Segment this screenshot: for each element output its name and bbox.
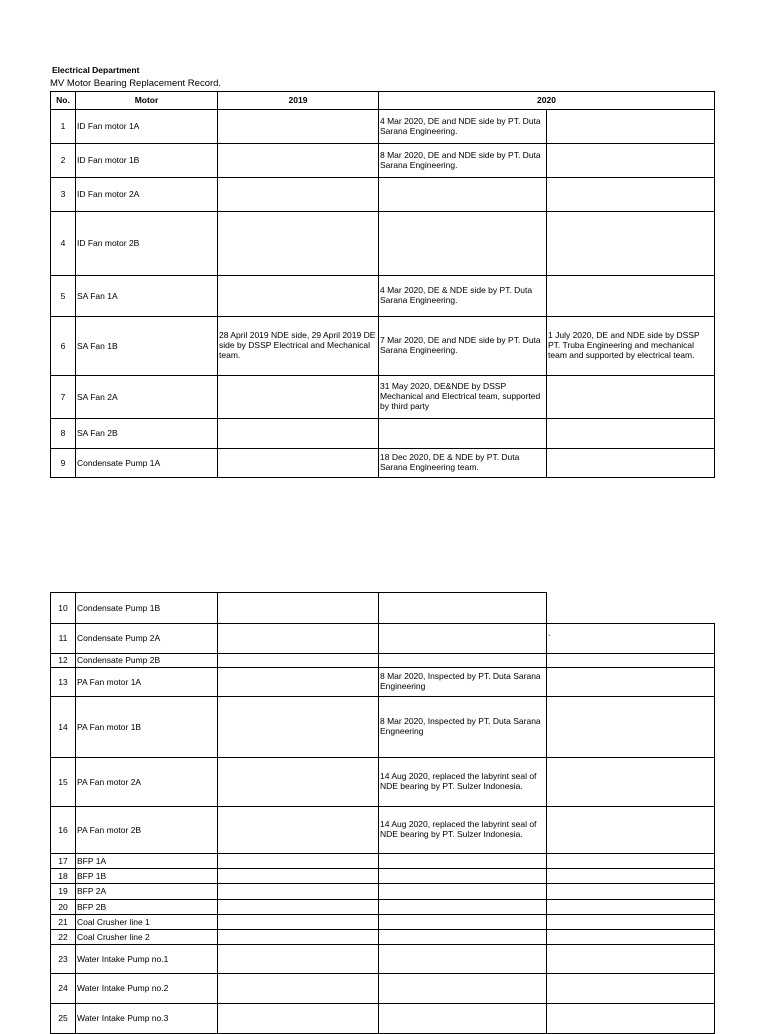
motor-name-cell: Water Intake Pump no.3 xyxy=(76,1004,218,1034)
row-number-cell: 18 xyxy=(51,869,76,884)
year-2020-cell xyxy=(379,178,547,212)
year-2020-extra-cell xyxy=(547,758,715,807)
year-2020-cell xyxy=(379,900,547,915)
table-row xyxy=(51,449,715,478)
year-2020-cell xyxy=(379,869,547,884)
table-row xyxy=(51,178,715,212)
motor-name-cell: Condensate Pump 1A xyxy=(76,449,218,478)
row-number-cell: 9 xyxy=(51,449,76,478)
year-2020-cell xyxy=(379,945,547,974)
table-row xyxy=(51,900,715,915)
motor-name-cell: SA Fan 2A xyxy=(76,376,218,419)
table-row xyxy=(51,110,715,144)
year-2020-extra-cell xyxy=(547,1004,715,1034)
row-number-cell: 2 xyxy=(51,144,76,178)
header-no: No. xyxy=(51,92,76,110)
row-number-cell: 7 xyxy=(51,376,76,419)
year-2020-extra-cell xyxy=(547,697,715,758)
table-row xyxy=(51,945,715,974)
row-number-cell: 5 xyxy=(51,276,76,317)
year-2020-cell: 14 Aug 2020, replaced the labyrint seal of NDE bearing by PT. Sulzer Indonesia. xyxy=(379,758,547,807)
year-2020-cell: 4 Mar 2020, DE & NDE side by PT. Duta Sarana Engineering. xyxy=(379,276,547,317)
row-number-cell: 6 xyxy=(51,317,76,376)
row-number-cell: 16 xyxy=(51,807,76,854)
table-row xyxy=(51,915,715,930)
year-2020-cell: 14 Aug 2020, replaced the labyrint seal of NDE bearing by PT. Sulzer Indonesia. xyxy=(379,807,547,854)
year-2019-cell xyxy=(218,758,379,807)
table-row xyxy=(51,654,715,668)
year-2019-cell xyxy=(218,915,379,930)
table-row xyxy=(51,376,715,419)
motor-name-cell: PA Fan motor 2A xyxy=(76,758,218,807)
motor-name-cell: Condensate Pump 2A xyxy=(76,624,218,654)
year-2020-cell xyxy=(379,593,547,624)
year-2020-extra-cell xyxy=(547,376,715,419)
year-2020-extra-cell xyxy=(547,593,715,624)
year-2020-cell xyxy=(379,930,547,945)
year-2020-cell: 8 Mar 2020, Inspected by PT. Duta Sarana Engneering xyxy=(379,697,547,758)
year-2020-extra-cell xyxy=(547,884,715,900)
table-row xyxy=(51,317,715,376)
year-2020-extra-cell xyxy=(547,930,715,945)
motor-name-cell: BFP 1A xyxy=(76,854,218,869)
motor-name-cell: ID Fan motor 2B xyxy=(76,212,218,276)
motor-name-cell: BFP 1B xyxy=(76,869,218,884)
year-2020-extra-cell xyxy=(547,854,715,869)
year-2019-cell xyxy=(218,624,379,654)
year-2020-extra-cell xyxy=(547,144,715,178)
year-2020-extra-cell xyxy=(547,654,715,668)
year-2020-extra-cell xyxy=(547,974,715,1004)
year-2020-cell xyxy=(379,212,547,276)
year-2020-cell xyxy=(379,654,547,668)
row-number-cell: 4 xyxy=(51,212,76,276)
year-2019-cell xyxy=(218,930,379,945)
motor-name-cell: PA Fan motor 1A xyxy=(76,668,218,697)
row-number-cell: 15 xyxy=(51,758,76,807)
table-row xyxy=(51,930,715,945)
year-2020-cell: 8 Mar 2020, Inspected by PT. Duta Sarana Engineering xyxy=(379,668,547,697)
row-number-cell: 20 xyxy=(51,900,76,915)
year-2020-extra-cell xyxy=(547,945,715,974)
table-row xyxy=(51,276,715,317)
motor-name-cell: SA Fan 2B xyxy=(76,419,218,449)
year-2019-cell xyxy=(218,697,379,758)
year-2019-cell: 28 April 2019 NDE side, 29 April 2019 DE side by DSSP Electrical and Mechanical team. xyxy=(218,317,379,376)
row-number-cell: 17 xyxy=(51,854,76,869)
year-2020-cell xyxy=(379,915,547,930)
motor-name-cell: ID Fan motor 1A xyxy=(76,110,218,144)
table-row xyxy=(51,869,715,884)
year-2019-cell xyxy=(218,178,379,212)
year-2020-extra-cell xyxy=(547,419,715,449)
row-number-cell: 10 xyxy=(51,593,76,624)
row-number-cell: 22 xyxy=(51,930,76,945)
year-2020-extra-cell xyxy=(547,110,715,144)
row-number-cell: 19 xyxy=(51,884,76,900)
row-number-cell: 12 xyxy=(51,654,76,668)
row-number-cell: 3 xyxy=(51,178,76,212)
motor-name-cell: ID Fan motor 1B xyxy=(76,144,218,178)
row-number-cell: 25 xyxy=(51,1004,76,1034)
row-number-cell: 24 xyxy=(51,974,76,1004)
year-2020-cell xyxy=(379,884,547,900)
header-2020: 2020 xyxy=(379,92,715,110)
year-2019-cell xyxy=(218,854,379,869)
year-2020-extra-cell xyxy=(547,807,715,854)
bearing-record-table-part2 xyxy=(50,592,715,1034)
row-number-cell: 11 xyxy=(51,624,76,654)
table-row xyxy=(51,624,715,654)
motor-name-cell: Condensate Pump 2B xyxy=(76,654,218,668)
year-2020-extra-cell: 1 July 2020, DE and NDE side by DSSP PT. Truba Engineering and mechanical team and supported by electrical team. xyxy=(547,317,715,376)
year-2020-extra-cell xyxy=(547,449,715,478)
motor-name-cell: PA Fan motor 1B xyxy=(76,697,218,758)
row-number-cell: 1 xyxy=(51,110,76,144)
motor-name-cell: SA Fan 1A xyxy=(76,276,218,317)
year-2020-extra-cell xyxy=(547,915,715,930)
header-2019: 2019 xyxy=(218,92,379,110)
table-row xyxy=(51,419,715,449)
year-2019-cell xyxy=(218,668,379,697)
motor-name-cell: Coal Crusher line 1 xyxy=(76,915,218,930)
table-row xyxy=(51,807,715,854)
motor-name-cell: ID Fan motor 2A xyxy=(76,178,218,212)
motor-name-cell: PA Fan motor 2B xyxy=(76,807,218,854)
row-number-cell: 21 xyxy=(51,915,76,930)
year-2020-cell: 4 Mar 2020, DE and NDE side by PT. Duta Sarana Engineering. xyxy=(379,110,547,144)
year-2019-cell xyxy=(218,110,379,144)
bearing-record-table-part1 xyxy=(50,91,715,478)
table-row xyxy=(51,758,715,807)
table-body-part2 xyxy=(51,593,715,1034)
motor-name-cell: Coal Crusher line 2 xyxy=(76,930,218,945)
year-2020-cell: 7 Mar 2020, DE and NDE side by PT. Duta Sarana Engineering. xyxy=(379,317,547,376)
year-2019-cell xyxy=(218,144,379,178)
motor-name-cell: BFP 2A xyxy=(76,884,218,900)
year-2020-cell xyxy=(379,1004,547,1034)
year-2019-cell xyxy=(218,593,379,624)
year-2020-cell: 18 Dec 2020, DE & NDE by PT. Duta Sarana Engineering team. xyxy=(379,449,547,478)
year-2020-cell xyxy=(379,624,547,654)
year-2019-cell xyxy=(218,376,379,419)
table-row xyxy=(51,144,715,178)
row-number-cell: 23 xyxy=(51,945,76,974)
year-2019-cell xyxy=(218,807,379,854)
year-2020-extra-cell xyxy=(547,869,715,884)
year-2020-extra-cell xyxy=(547,276,715,317)
row-number-cell: 8 xyxy=(51,419,76,449)
year-2019-cell xyxy=(218,869,379,884)
table-row xyxy=(51,974,715,1004)
table-row xyxy=(51,668,715,697)
motor-name-cell: Water Intake Pump no.2 xyxy=(76,974,218,1004)
year-2019-cell xyxy=(218,654,379,668)
year-2019-cell xyxy=(218,449,379,478)
motor-name-cell: BFP 2B xyxy=(76,900,218,915)
year-2019-cell xyxy=(218,276,379,317)
year-2020-cell xyxy=(379,974,547,1004)
header-motor: Motor xyxy=(76,92,218,110)
year-2019-cell xyxy=(218,419,379,449)
year-2020-extra-cell xyxy=(547,668,715,697)
year-2020-cell: 8 Mar 2020, DE and NDE side by PT. Duta Sarana Engineering. xyxy=(379,144,547,178)
year-2019-cell xyxy=(218,974,379,1004)
motor-name-cell: Water Intake Pump no.1 xyxy=(76,945,218,974)
record-title: MV Motor Bearing Replacement Record. xyxy=(50,78,222,89)
motor-name-cell: Condensate Pump 1B xyxy=(76,593,218,624)
table-row xyxy=(51,854,715,869)
year-2020-cell xyxy=(379,854,547,869)
row-number-cell: 14 xyxy=(51,697,76,758)
table-row xyxy=(51,884,715,900)
table-body-part1 xyxy=(51,110,715,478)
year-2019-cell xyxy=(218,212,379,276)
table-row xyxy=(51,212,715,276)
year-2020-extra-cell xyxy=(547,178,715,212)
table-row xyxy=(51,697,715,758)
table-row xyxy=(51,593,715,624)
motor-name-cell: SA Fan 1B xyxy=(76,317,218,376)
year-2019-cell xyxy=(218,1004,379,1034)
year-2019-cell xyxy=(218,884,379,900)
year-2020-cell: 31 May 2020, DE&NDE by DSSP Mechanical and Electrical team, supported by third party xyxy=(379,376,547,419)
year-2020-extra-cell xyxy=(547,900,715,915)
year-2019-cell xyxy=(218,945,379,974)
row-number-cell: 13 xyxy=(51,668,76,697)
year-2020-cell xyxy=(379,419,547,449)
table-row xyxy=(51,1004,715,1034)
year-2020-extra-cell: ` xyxy=(547,624,715,654)
table-header-row xyxy=(51,92,715,110)
department-label: Electrical Department xyxy=(52,65,140,75)
year-2020-extra-cell xyxy=(547,212,715,276)
year-2019-cell xyxy=(218,900,379,915)
